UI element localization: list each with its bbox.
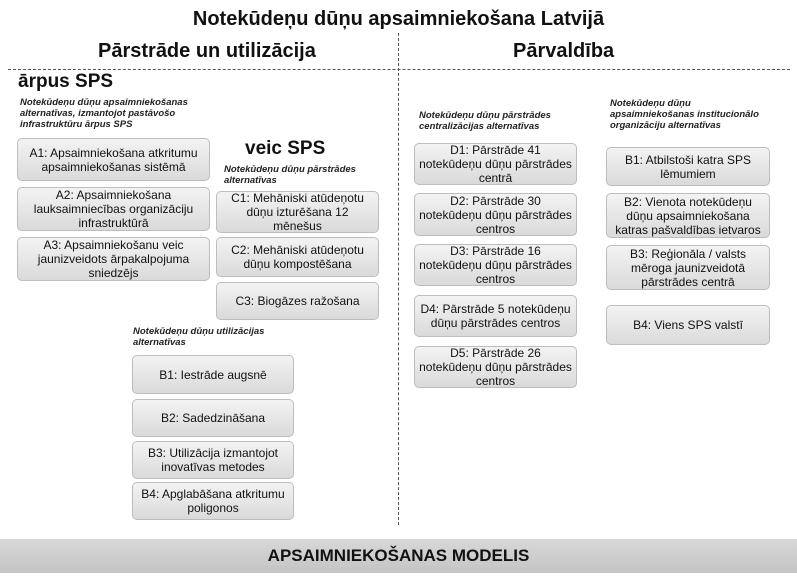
option-b3: B3: Utilizācija izmantojot inovatīvas metodes — [132, 441, 294, 479]
option-d1: D1: Pārstrāde 41 notekūdeņu dūņu pārstrādes centrā — [414, 143, 577, 185]
option-inst-b1: B1: Atbilstoši katra SPS lēmumiem — [606, 147, 770, 186]
option-a3: A3: Apsaimniekošanu veic jaunizveidots ārpakalpojuma sniedzējs — [17, 237, 210, 281]
option-inst-b3: B3: Reģionāla / valsts mēroga jaunizveidotā pārstrādes centrā — [606, 245, 770, 290]
group-a-heading: ārpus SPS — [18, 71, 114, 92]
group-c-caption: Notekūdeņu dūņu pārstrādes alternatīvas — [224, 164, 356, 186]
group-inst-caption: Notekūdeņu dūņu apsaimniekošanas institucionālo organizāciju alternatīvas — [610, 98, 759, 131]
option-b2: B2: Sadedzināšana — [132, 399, 294, 437]
option-a2: A2: Apsaimniekošana lauksaimniecības organizāciju infrastruktūrā — [17, 187, 210, 231]
option-d5: D5: Pārstrāde 26 notekūdeņu dūņu pārstrādes centros — [414, 346, 577, 388]
group-c-heading: veic SPS — [245, 138, 326, 159]
group-a-caption: Notekūdeņu dūņu apsaimniekošanas alternatīvas, izmantojot pastāvošo infrastruktūru ārpus SPS — [20, 97, 188, 130]
option-a1: A1: Apsaimniekošana atkritumu apsaimniekošanas sistēmā — [17, 138, 210, 181]
option-d2: D2: Pārstrāde 30 notekūdeņu dūņu pārstrādes centros — [414, 193, 577, 236]
group-d-caption: Notekūdeņu dūņu pārstrādes centralizācijas alternatīvas — [419, 110, 551, 132]
vertical-divider — [398, 33, 399, 525]
option-inst-b4: B4: Viens SPS valstī — [606, 305, 770, 345]
left-column-header: Pārstrāde un utilizācija — [98, 40, 316, 62]
option-c3: C3: Biogāzes ražošana — [216, 282, 379, 320]
option-d4: D4: Pārstrāde 5 notekūdeņu dūņu pārstrādes centros — [414, 295, 577, 337]
footer-banner: APSAIMNIEKOŠANAS MODELIS — [0, 539, 797, 573]
option-c2: C2: Mehāniski atūdeņotu dūņu kompostēšana — [216, 237, 379, 277]
option-c1: C1: Mehāniski atūdeņotu dūņu izturēšana 12 mēnešus — [216, 191, 379, 233]
option-d3: D3: Pārstrāde 16 notekūdeņu dūņu pārstrādes centros — [414, 244, 577, 286]
option-b1: B1: Iestrāde augsnē — [132, 355, 294, 394]
right-column-header: Pārvaldība — [513, 40, 615, 62]
diagram-title: Notekūdeņu dūņu apsaimniekošana Latvijā — [192, 8, 605, 30]
group-b-caption: Notekūdeņu dūņu utilizācijas alternatīvas — [133, 326, 265, 348]
option-inst-b2: B2: Vienota notekūdeņu dūņu apsaimniekošana katras pašvaldības ietvaros — [606, 193, 770, 238]
option-b4: B4: Apglabāšana atkritumu poligonos — [132, 482, 294, 520]
horizontal-divider — [8, 69, 790, 70]
